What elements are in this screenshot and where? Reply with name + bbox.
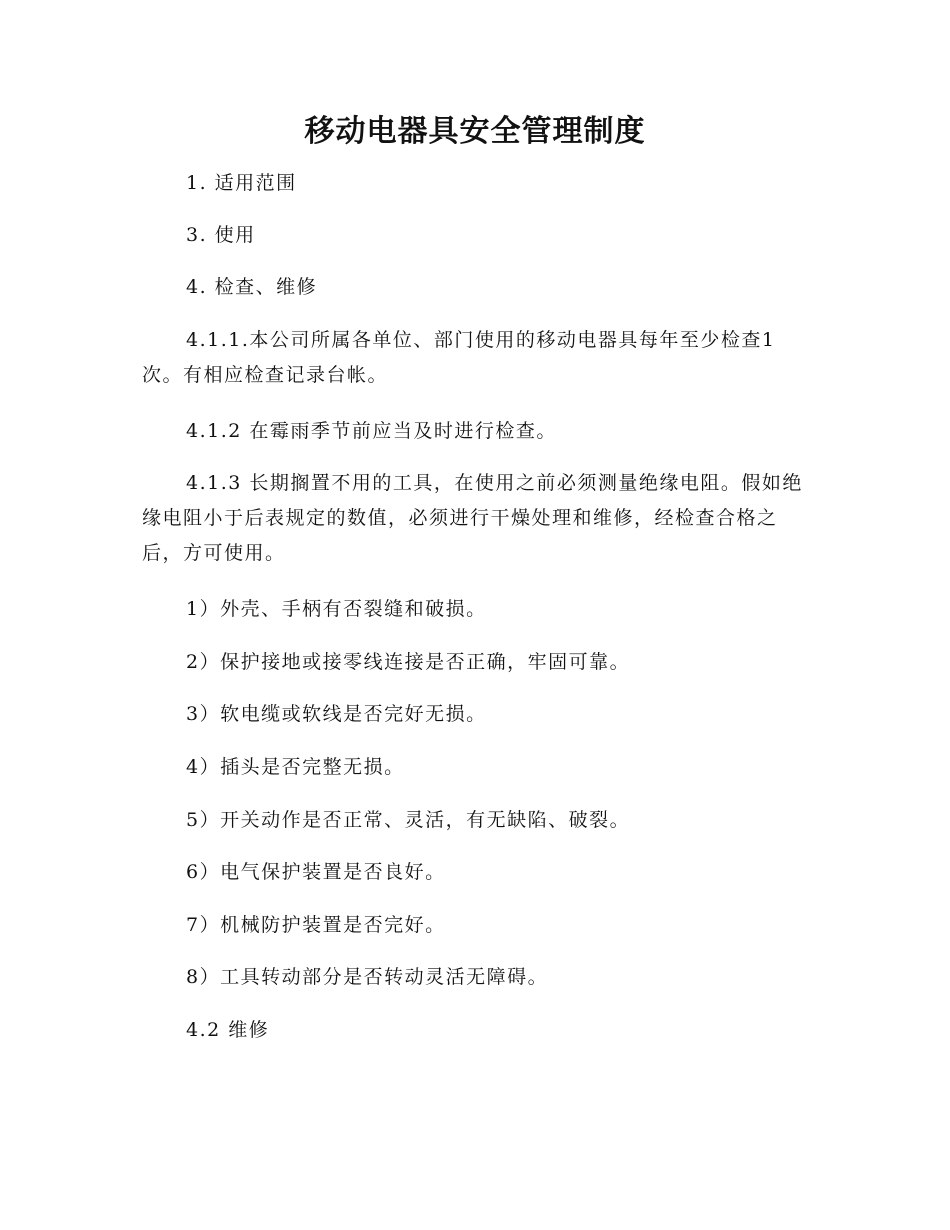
section-heading: 4.2 维修 xyxy=(186,1019,270,1041)
body-paragraph: 4.1.3 长期搁置不用的工具，在使用之前必须测量绝缘电阻。假如绝缘电阻小于后表规定的数值，必须进行干燥处理和维修，经检查合格之后，方可使用。 xyxy=(142,472,803,564)
list-item: 7）机械防护装置是否完好。 xyxy=(186,914,446,936)
list-item: 4）插头是否完整无损。 xyxy=(186,756,405,778)
document-title: 移动电器具安全管理制度 xyxy=(304,114,646,149)
section-heading: 4. 检查、维修 xyxy=(186,276,318,298)
section-heading: 3. 使用 xyxy=(186,224,256,246)
body-paragraph: 4.1.1.本公司所属各单位、部门使用的移动电器具每年至少检查1次。有相应检查记录台帐。 xyxy=(142,329,776,386)
section-heading: 1. 适用范围 xyxy=(186,172,297,194)
list-item: 3）软电缆或软线是否完好无损。 xyxy=(186,703,487,725)
list-item: 2）保护接地或接零线连接是否正确，牢固可靠。 xyxy=(186,651,631,673)
list-item: 1）外壳、手柄有否裂缝和破损。 xyxy=(186,598,487,620)
list-item: 8）工具转动部分是否转动灵活无障碍。 xyxy=(186,966,549,988)
list-item: 6）电气保护装置是否良好。 xyxy=(186,861,446,883)
body-paragraph: 4.1.2 在霉雨季节前应当及时进行检查。 xyxy=(186,420,557,442)
list-item: 5）开关动作是否正常、灵活，有无缺陷、破裂。 xyxy=(186,809,631,831)
